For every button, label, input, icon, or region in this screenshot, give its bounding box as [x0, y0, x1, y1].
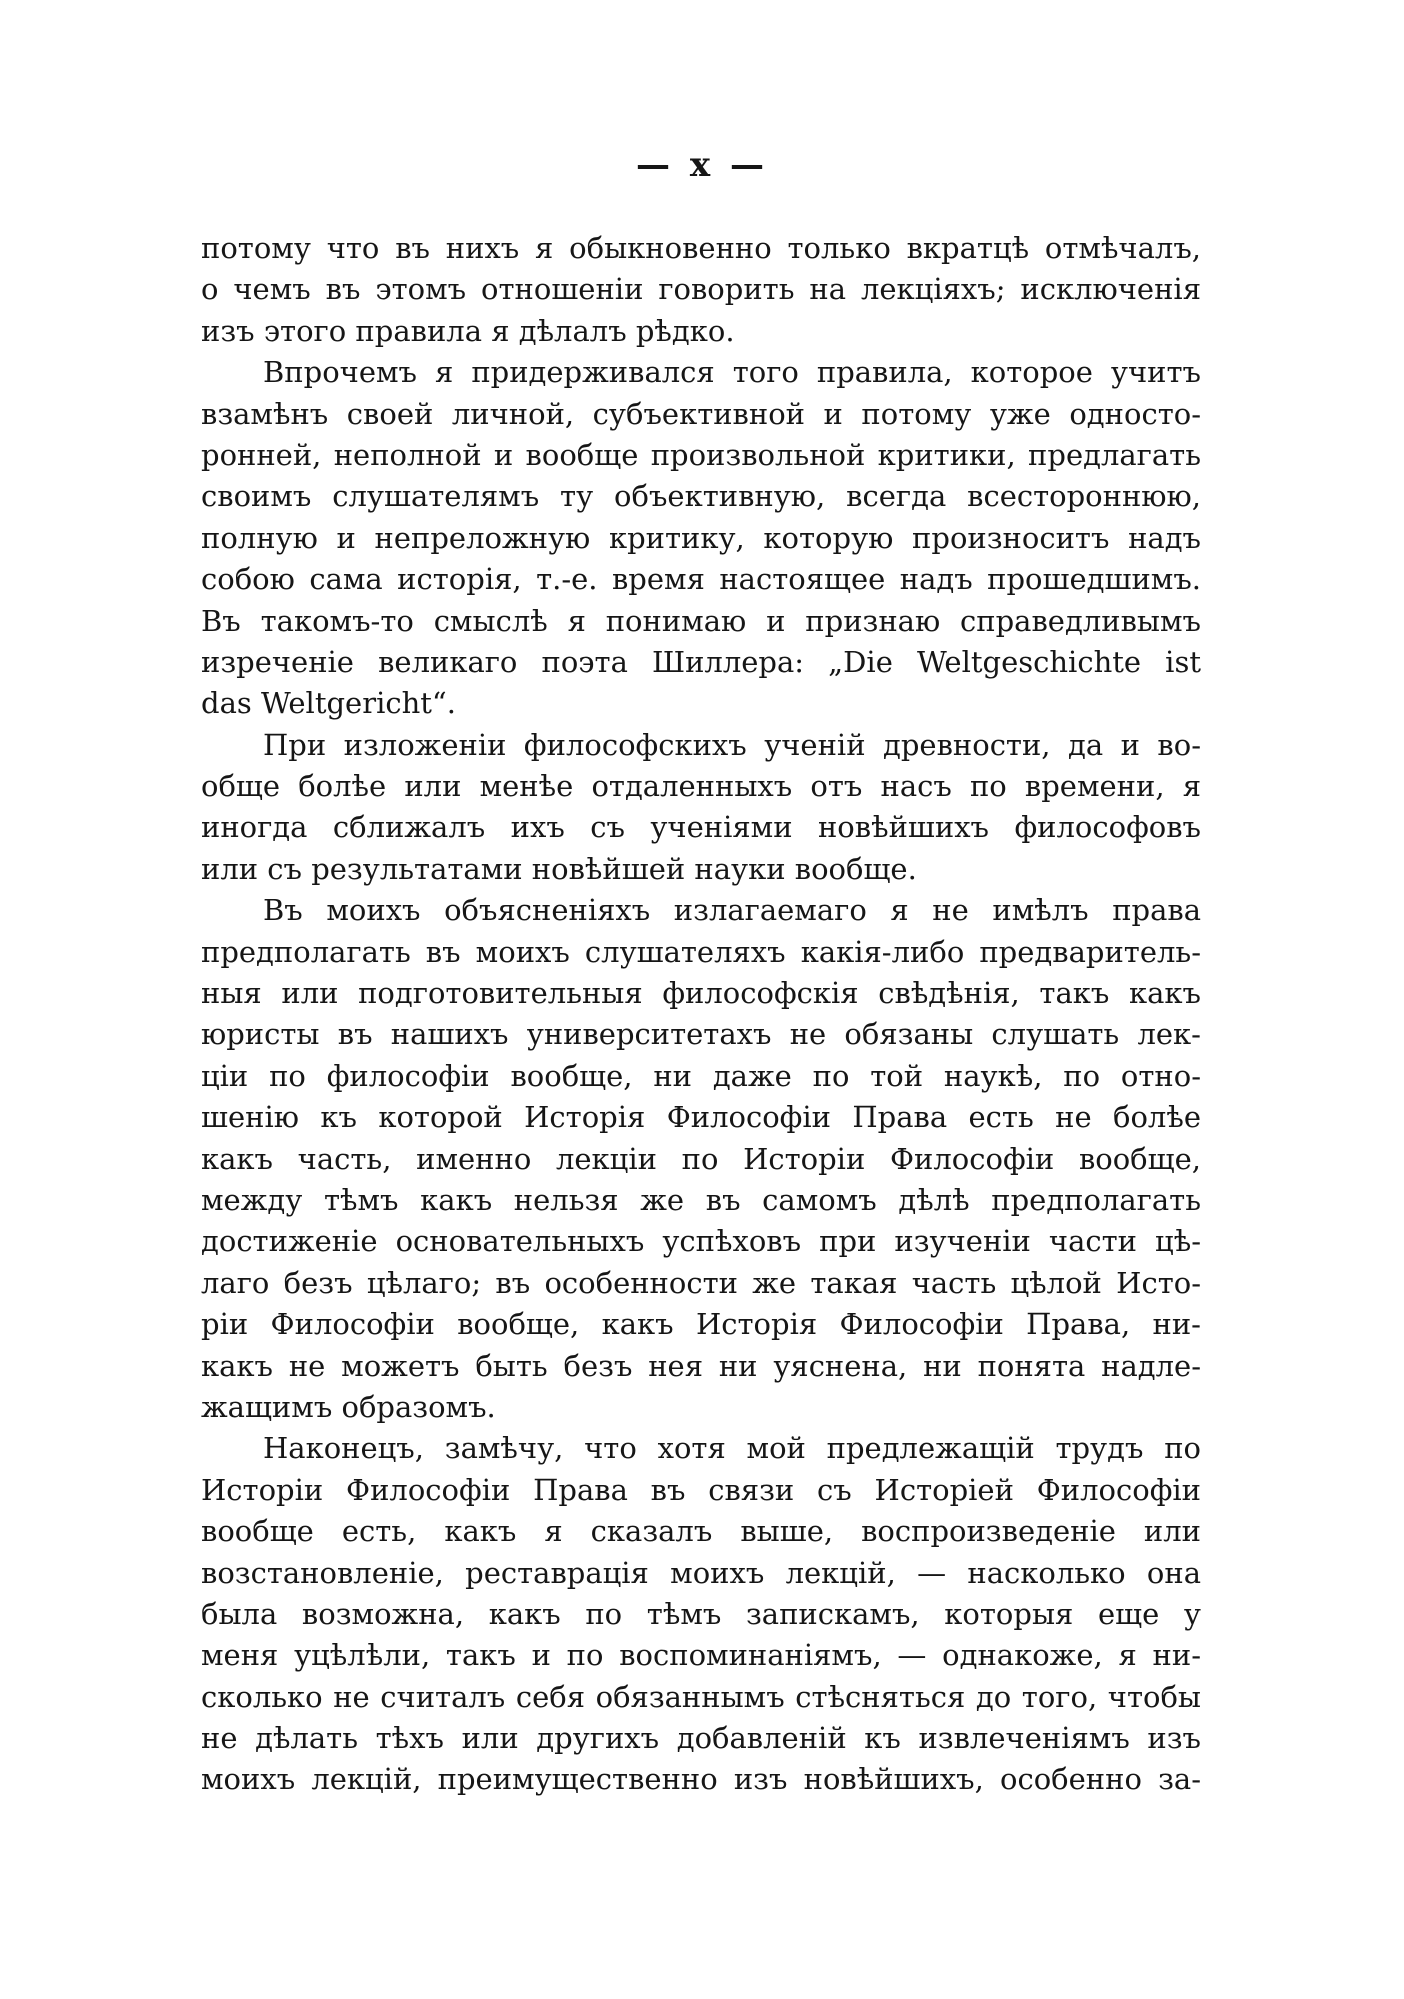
page-number: — x — — [636, 145, 768, 185]
text-line: Исторіи Философіи Права въ связи съ Исторіей Философіи — [201, 1472, 1201, 1507]
text-line: какъ часть, именно лекціи по Исторіи Философіи вообще, — [201, 1141, 1201, 1176]
text-line: ціи по философіи вообще, ни даже по той наукѣ, по отно- — [201, 1058, 1201, 1093]
text-line: обще болѣе или менѣе отдаленныхъ отъ насъ по времени, я — [201, 769, 1201, 804]
text-line: или съ результатами новѣйшей науки вообще. — [201, 851, 917, 886]
text-line: лаго безъ цѣлаго; въ особенности же такая часть цѣлой Исто- — [201, 1265, 1201, 1300]
text-line: полную и непреложную критику, которую произноситъ надъ — [201, 520, 1201, 555]
text-line: потому что въ нихъ я обыкновенно только вкратцѣ отмѣчалъ, — [201, 231, 1201, 265]
text-line: ріи Философіи вообще, какъ Исторія Философіи Права, ни- — [201, 1307, 1201, 1342]
text-line: о чемъ въ этомъ отношеніи говорить на лекціяхъ; исключенія — [201, 272, 1201, 307]
text-line: иногда сближалъ ихъ съ ученіями новѣйшихъ философовъ — [201, 810, 1201, 845]
text-line: ныя или подготовительныя философскія свѣдѣнія, такъ какъ — [201, 976, 1201, 1011]
text-line: Въ такомъ-то смыслѣ я понимаю и признаю справедливымъ — [201, 603, 1201, 638]
paragraph — [201, 352, 1201, 725]
text-line: При изложеніи философскихъ ученій древности, да и во- — [263, 727, 1201, 762]
text-line: возстановленіе, реставрація моихъ лекцій, — насколько она — [201, 1555, 1201, 1590]
text-line: Въ моихъ объясненіяхъ излагаемаго я не имѣлъ права — [263, 893, 1201, 928]
text-line: взамѣнъ своей личной, субъективной и потому уже односто- — [201, 396, 1201, 431]
text-line: собою сама исторія, т.-е. время настоящее надъ прошедшимъ. — [201, 562, 1201, 597]
text-line: моихъ лекцій, преимущественно изъ новѣйшихъ, особенно за- — [201, 1762, 1201, 1797]
text-line: сколько не считалъ себя обязаннымъ стѣсняться до того, чтобы — [201, 1679, 1201, 1714]
text-line: жащимъ образомъ. — [201, 1389, 496, 1424]
text-line: не дѣлать тѣхъ или другихъ добавленій къ извлеченіямъ изъ — [201, 1721, 1201, 1756]
text-line: das Weltgericht“. — [201, 686, 456, 721]
text-line: достиженіе основательныхъ успѣховъ при изученіи части цѣ- — [201, 1224, 1201, 1259]
text-line: своимъ слушателямъ ту объективную, всегда всестороннюю, — [201, 479, 1201, 514]
text-line: изъ этого правила я дѣлалъ рѣдко. — [201, 313, 735, 348]
paragraph — [201, 725, 1201, 891]
paragraph — [201, 1428, 1201, 1801]
text-line: изреченіе великаго поэта Шиллера: „Die Weltgeschichte ist — [201, 644, 1201, 679]
text-line: какъ не можетъ быть безъ нея ни уяснена, ни понята надле- — [201, 1348, 1201, 1383]
text-line: вообще есть, какъ я сказалъ выше, воспроизведеніе или — [201, 1514, 1201, 1549]
text-line: Наконецъ, замѣчу, что хотя мой предлежащій трудъ по — [263, 1431, 1201, 1466]
text-line: между тѣмъ какъ нельзя же въ самомъ дѣлѣ предполагать — [201, 1182, 1201, 1217]
text-line: юристы въ нашихъ университетахъ не обязаны слушать лек- — [201, 1017, 1201, 1052]
paragraph — [201, 890, 1201, 1428]
text-line: предполагать въ моихъ слушателяхъ какія-либо предваритель- — [201, 934, 1201, 969]
text-line: меня уцѣлѣли, такъ и по воспоминаніямъ, — однакоже, я ни- — [201, 1638, 1201, 1673]
body-text — [201, 228, 1201, 1801]
text-line: шенію къ которой Исторія Философіи Права есть не болѣе — [201, 1100, 1201, 1135]
text-line: Впрочемъ я придерживался того правила, которое учитъ — [263, 355, 1201, 390]
paragraph — [201, 228, 1201, 352]
text-line: была возможна, какъ по тѣмъ запискамъ, которыя еще у — [201, 1596, 1201, 1631]
text-line: ронней, неполной и вообще произвольной критики, предлагать — [201, 437, 1201, 472]
